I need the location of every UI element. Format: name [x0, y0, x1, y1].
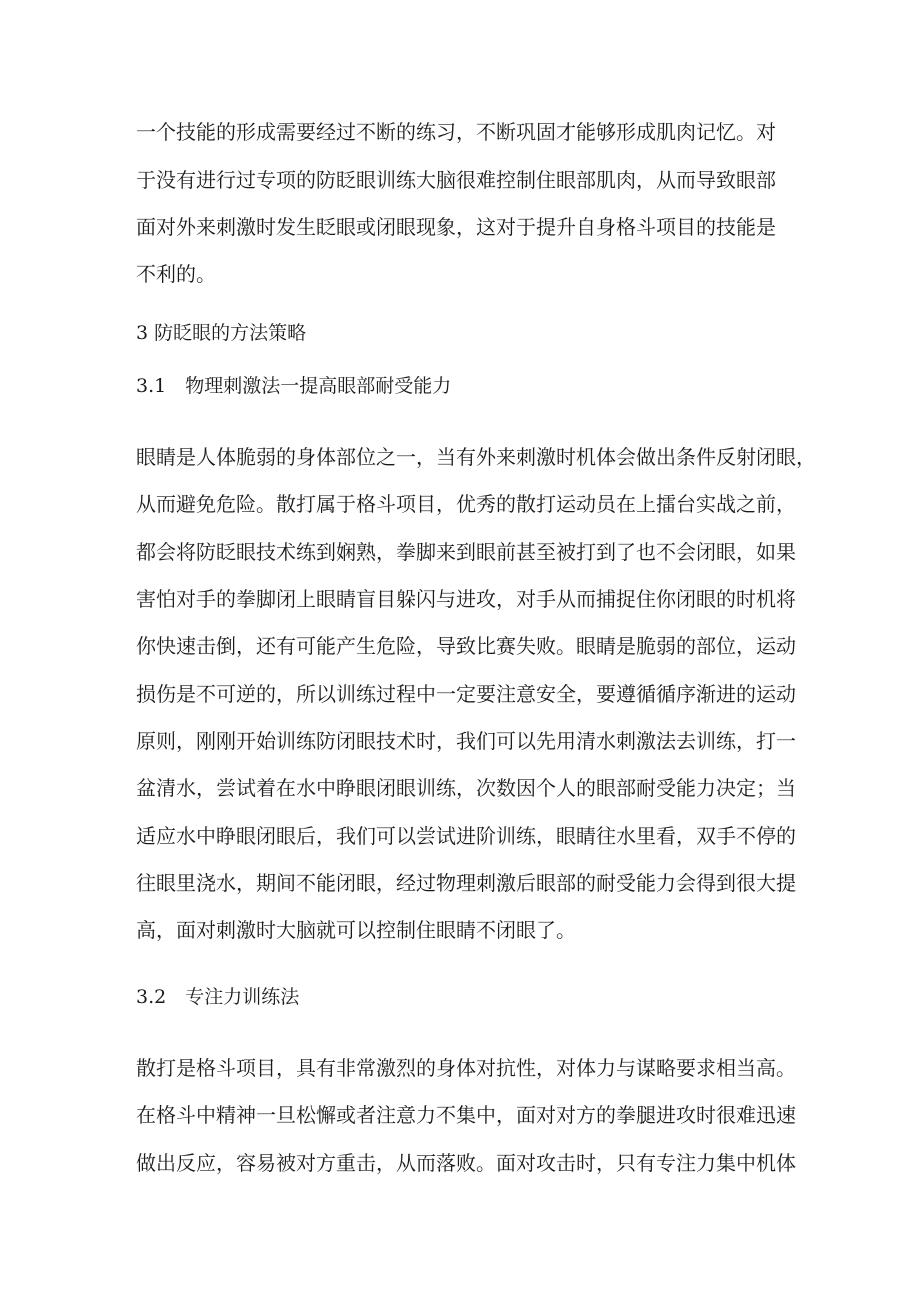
paragraph-line: 在格斗中精神一旦松懈或者注意力不集中，面对对方的拳腿进攻时很难迅速 [136, 1103, 796, 1127]
paragraph-line: 不利的。 [136, 262, 216, 286]
subsection-heading: 3.1 物理刺激法一提高眼部耐受能力 [136, 375, 452, 397]
paragraph-line: 盆清水，尝试着在水中睁眼闭眼训练，次数因个人的眼部耐受能力决定；当 [136, 776, 796, 800]
paragraph-line: 高，面对刺激时大脑就可以控制住眼睛不闭眼了。 [136, 918, 576, 942]
paragraph-line: 一个技能的形成需要经过不断的练习，不断巩固才能够形成肌肉记忆。对 [136, 120, 776, 144]
paragraph-line: 散打是格斗项目，具有非常激烈的身体对抗性，对体力与谋略要求相当高。 [136, 1056, 796, 1080]
section-heading: 3 防眨眼的方法策略 [136, 322, 307, 344]
paragraph-line: 于没有进行过专项的防眨眼训练大脑很难控制住眼部肌肉，从而导致眼部 [136, 168, 776, 192]
paragraph-line: 害怕对手的拳脚闭上眼睛盲目躲闪与进攻，对手从而捕捉住你闭眼的时机将 [136, 587, 796, 611]
paragraph-line: 损伤是不可逆的，所以训练过程中一定要注意安全，要遵循循序渐进的运动 [136, 682, 796, 706]
paragraph-line: 你快速击倒，还有可能产生危险，导致比赛失败。眼睛是脆弱的部位，运动 [136, 634, 796, 658]
paragraph-line: 往眼里浇水，期间不能闭眼，经过物理刺激后眼部的耐受能力会得到很大提 [136, 871, 796, 895]
paragraph-line: 眼睛是人体脆弱的身体部位之一，当有外来刺激时机体会做出条件反射闭眼， [136, 445, 816, 469]
paragraph-line: 从而避免危险。散打属于格斗项目，优秀的散打运动员在上擂台实战之前， [136, 492, 796, 516]
paragraph-line: 面对外来刺激时发生眨眼或闭眼现象，这对于提升自身格斗项目的技能是 [136, 215, 776, 239]
subsection-heading: 3.2 专注力训练法 [136, 986, 300, 1008]
paragraph-line: 做出反应，容易被对方重击，从而落败。面对攻击时，只有专注力集中机体 [136, 1151, 796, 1175]
paragraph-line: 都会将防眨眼技术练到娴熟，拳脚来到眼前甚至被打到了也不会闭眼，如果 [136, 540, 796, 564]
paragraph-line: 适应水中睁眼闭眼后，我们可以尝试进阶训练，眼睛往水里看，双手不停的 [136, 824, 796, 848]
paragraph-line: 原则，刚刚开始训练防闭眼技术时，我们可以先用清水刺激法去训练，打一 [136, 729, 796, 753]
